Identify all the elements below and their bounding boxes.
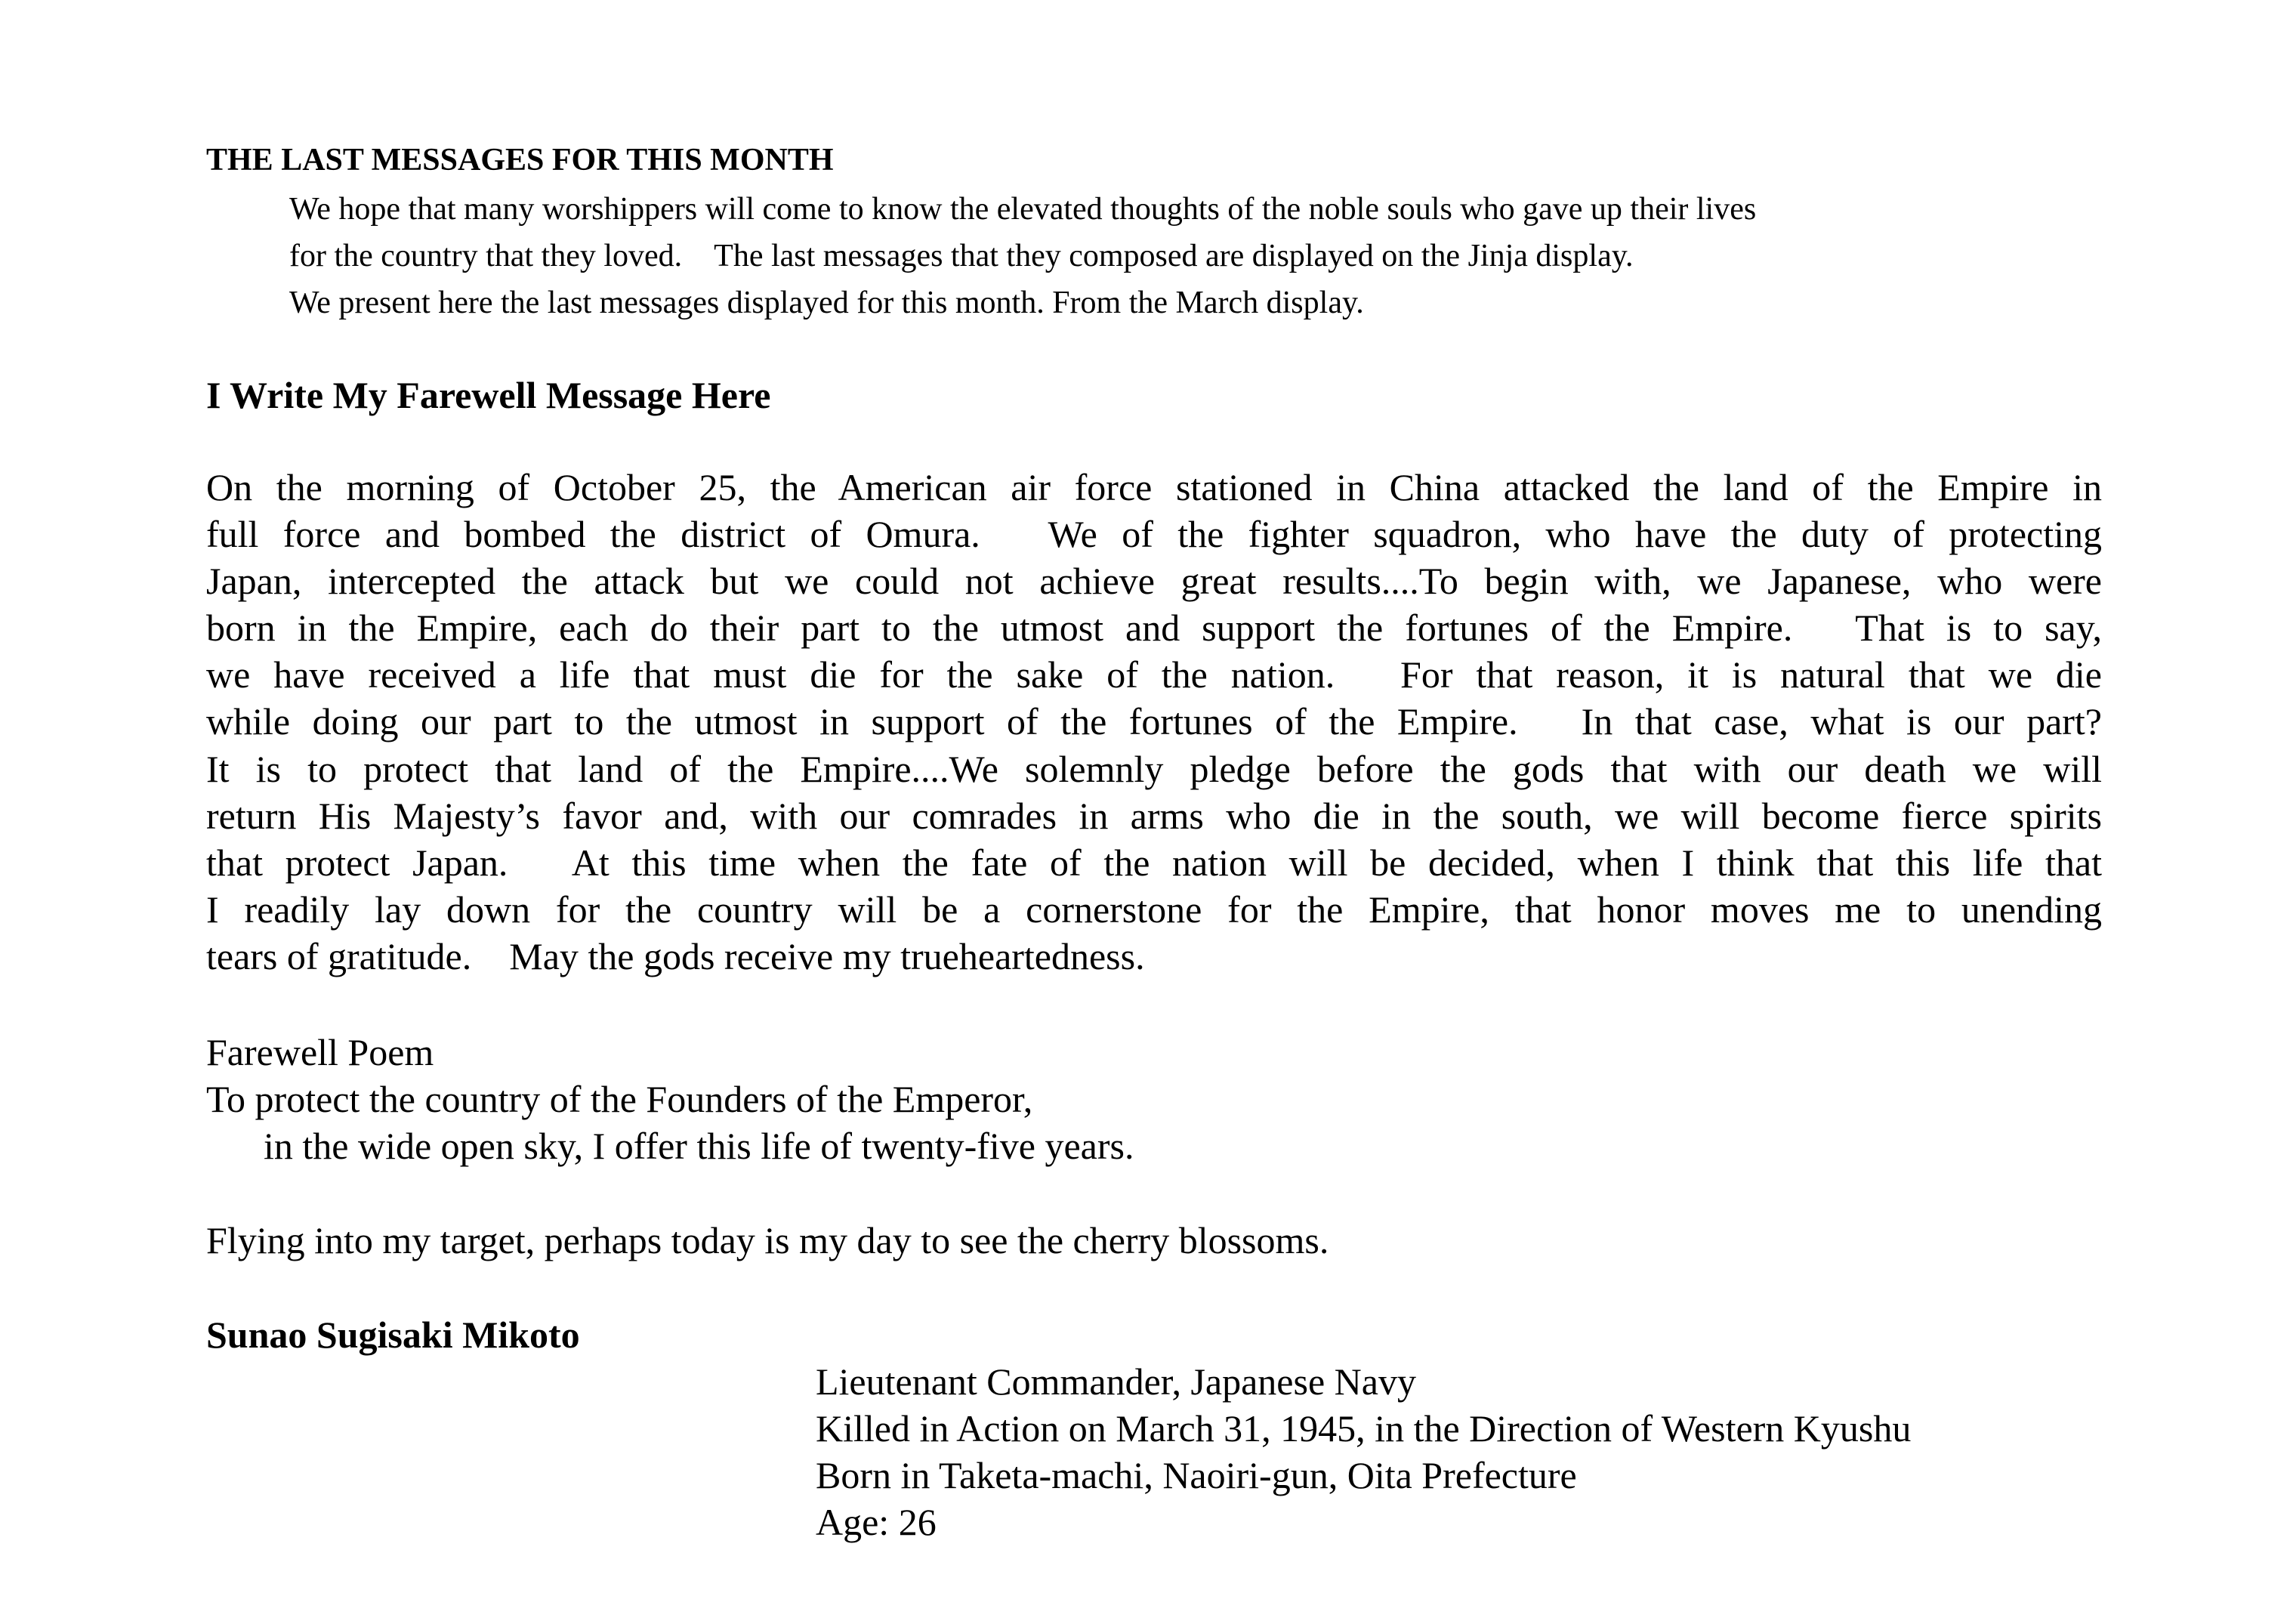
author-death: Killed in Action on March 31, 1945, in the Direction of Western Kyushu	[816, 1407, 1912, 1450]
message-line: while doing our part to the utmost in support of the fortunes of the Empire. In that case, what is our part?	[206, 700, 2102, 743]
author-rank: Lieutenant Commander, Japanese Navy	[816, 1360, 1416, 1403]
farewell-poem	[206, 1029, 1134, 1169]
intro-line: We present here the last messages displayed for this month. From the March display.	[289, 286, 1364, 320]
author-birthplace: Born in Taketa-machi, Naoiri-gun, Oita Prefecture	[816, 1454, 1577, 1496]
author-name: Sunao Sugisaki Mikoto	[206, 1314, 580, 1356]
intro-paragraph	[289, 186, 1756, 326]
message-title: I Write My Farewell Message Here	[206, 374, 771, 416]
message-line: It is to protect that land of the Empire....We solemnly pledge before the gods that with our death we will	[206, 747, 2102, 790]
message-line: return His Majesty’s favor and, with our comrades in arms who die in the south, we will become fierce spirits	[206, 794, 2102, 837]
intro-line: We hope that many worshippers will come to know the elevated thoughts of the noble souls who gave up their lives	[289, 192, 1757, 227]
message-line: tears of gratitude. May the gods receive my trueheartedness.	[206, 934, 1145, 977]
author-details	[816, 1358, 1911, 1545]
author-age: Age: 26	[816, 1501, 937, 1543]
intro-line: for the country that they loved. The last messages that they composed are displayed on the Jinja display.	[289, 239, 1634, 273]
message-line: On the morning of October 25, the American air force stationed in China attacked the land of the Empire in	[206, 466, 2102, 508]
message-line: that protect Japan. At this time when the fate of the nation will be decided, when I think that this life that	[206, 841, 2102, 884]
message-line: born in the Empire, each do their part to the utmost and support the fortunes of the Empire. That is to say,	[206, 607, 2102, 650]
closing-line: Flying into my target, perhaps today is my day to see the cherry blossoms.	[206, 1219, 1329, 1261]
message-line: I readily lay down for the country will be a cornerstone for the Empire, that honor moves me to unending	[206, 888, 2102, 931]
poem-line: in the wide open sky, I offer this life of twenty-five years.	[264, 1125, 1134, 1167]
farewell-message	[206, 464, 2102, 980]
message-line: Japan, intercepted the attack but we could not achieve great results....To begin with, we Japanese, who were	[206, 560, 2102, 603]
poem-title: Farewell Poem	[206, 1031, 434, 1073]
message-line: we have received a life that must die for the sake of the nation. For that reason, it is natural that we die	[206, 653, 2102, 696]
page-heading: THE LAST MESSAGES FOR THIS MONTH	[206, 143, 834, 178]
message-line: full force and bombed the district of Omura. We of the fighter squadron, who have the duty of protecting	[206, 513, 2102, 556]
poem-line: To protect the country of the Founders of the Emperor,	[206, 1078, 1033, 1120]
